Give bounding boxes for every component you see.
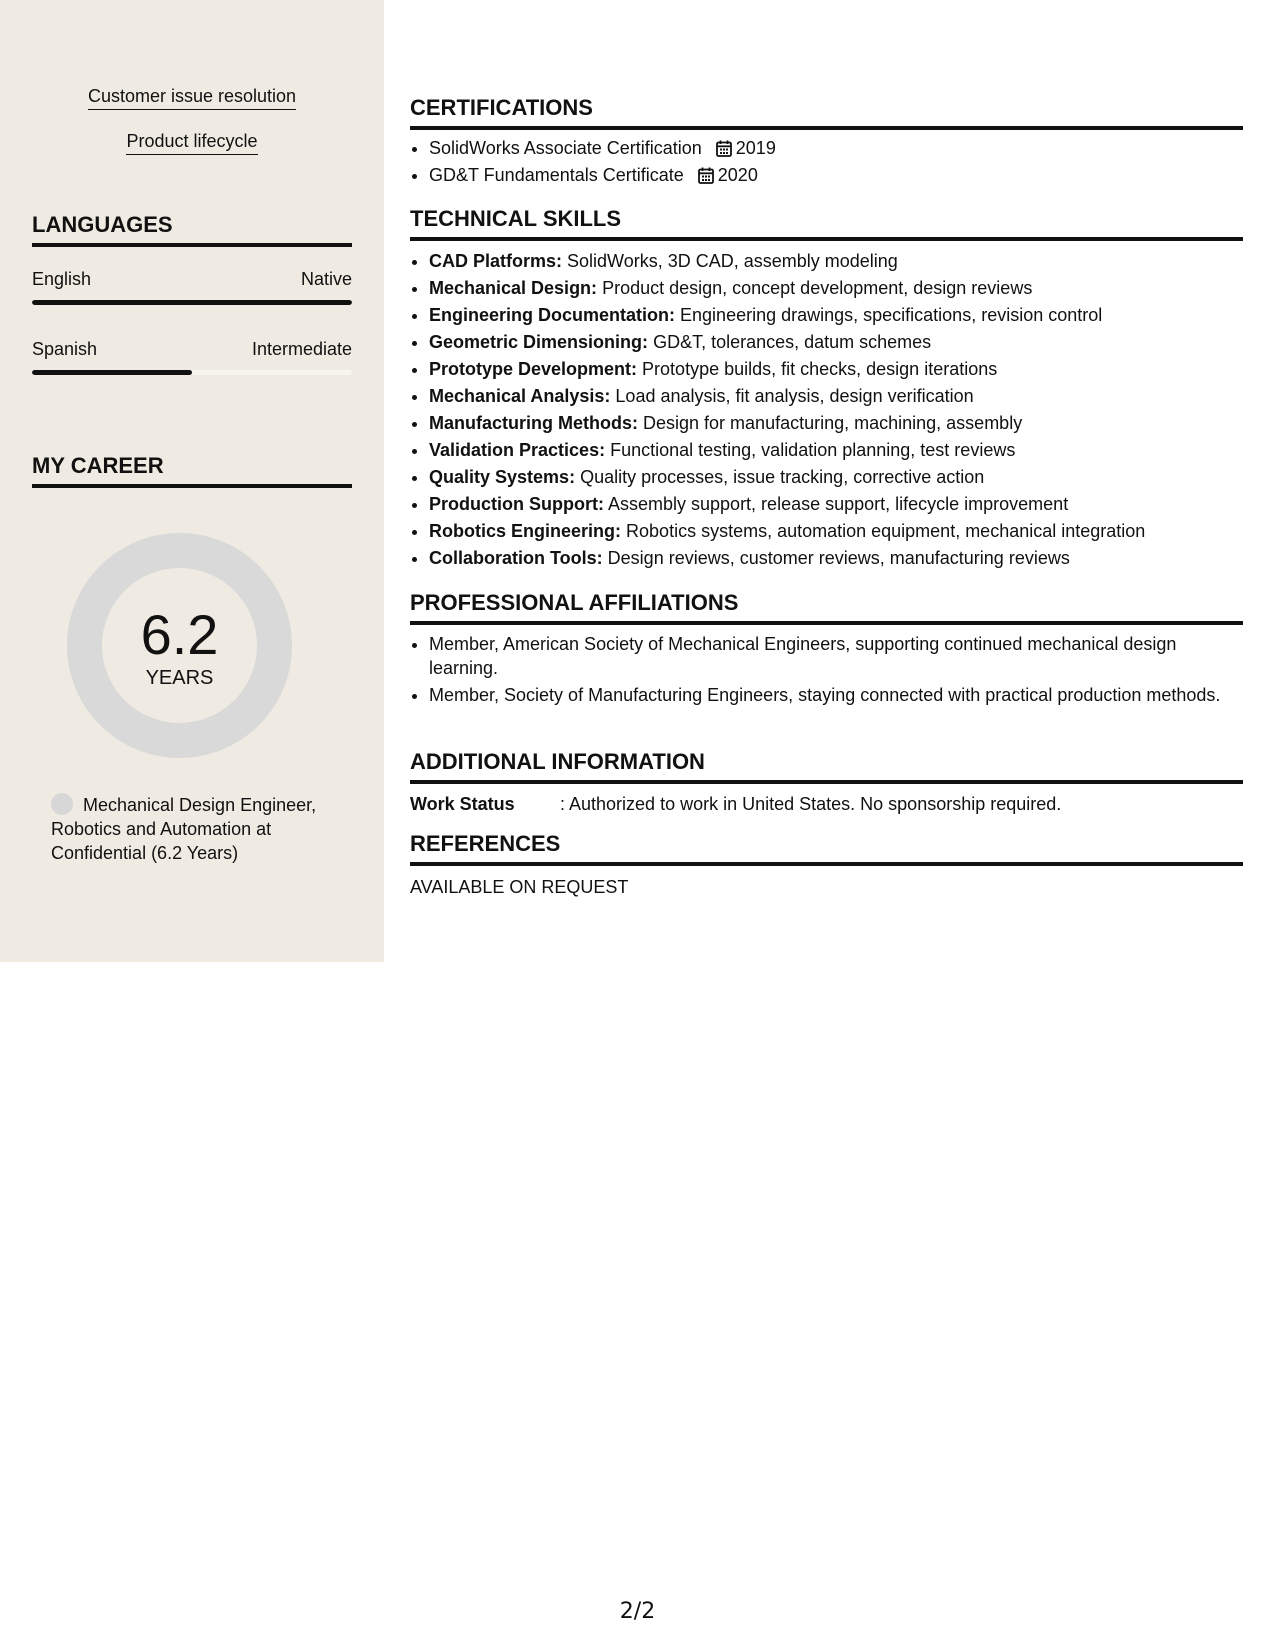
skill-value: Design for manufacturing, machining, assembly <box>643 413 1023 433</box>
skill-label: Robotics Engineering: <box>429 521 622 541</box>
language-level: Intermediate <box>251 339 352 359</box>
skill-label: Prototype Development: <box>429 359 638 379</box>
skill-value: Assembly support, release support, lifecycle improvement <box>608 494 1069 514</box>
languages-heading: LANGUAGES <box>32 211 352 247</box>
certifications-heading: CERTIFICATIONS <box>410 94 1243 130</box>
certification-item <box>429 162 1249 189</box>
certification-item <box>429 135 1249 162</box>
certifications-list <box>410 135 1249 189</box>
strength-link-label: Product lifecycle <box>126 129 257 155</box>
skill-item <box>429 275 1249 302</box>
skill-item <box>429 356 1249 383</box>
career-heading: MY CAREER <box>32 452 352 488</box>
skill-label: Validation Practices: <box>429 440 606 460</box>
work-status-row <box>410 792 1061 816</box>
skill-item <box>429 410 1249 437</box>
skill-item <box>429 302 1249 329</box>
skill-value: SolidWorks, 3D CAD, assembly modeling <box>567 251 898 271</box>
skill-value: Engineering drawings, specifications, revision control <box>680 305 1103 325</box>
skill-label: Quality Systems: <box>429 467 576 487</box>
language-level: Native <box>300 269 352 289</box>
calendar-icon <box>698 167 714 184</box>
skill-item <box>429 545 1249 572</box>
language-proficiency-fill <box>32 370 192 375</box>
career-item-text: Mechanical Design Engineer, Robotics and Automation at Confidential (6.2 Years) <box>51 795 317 863</box>
career-years-value: 6.2 <box>140 603 219 666</box>
skill-label: Geometric Dimensioning: <box>429 332 649 352</box>
skill-value: Load analysis, fit analysis, design verification <box>615 386 974 406</box>
skill-item <box>429 491 1249 518</box>
skill-item <box>429 464 1249 491</box>
skill-value: Prototype builds, fit checks, design iterations <box>642 359 998 379</box>
references-text: AVAILABLE ON REQUEST <box>410 877 629 897</box>
skill-item <box>429 437 1249 464</box>
skill-label: Mechanical Analysis: <box>429 386 611 406</box>
certification-name: GD&T Fundamentals Certificate <box>429 165 684 185</box>
career-years-unit: YEARS <box>145 667 214 689</box>
strength-link-customer-issue-resolution[interactable] <box>0 84 384 110</box>
technical-skills-list <box>410 248 1249 572</box>
language-proficiency-bar-english <box>32 300 352 305</box>
skill-item <box>429 248 1249 275</box>
strength-link-label: Customer issue resolution <box>88 84 296 110</box>
skill-label: CAD Platforms: <box>429 251 563 271</box>
strength-link-product-lifecycle[interactable] <box>0 129 384 155</box>
language-row-english <box>32 267 352 291</box>
skill-label: Collaboration Tools: <box>429 548 603 568</box>
skill-value: Product design, concept development, design reviews <box>602 278 1033 298</box>
skill-label: Mechanical Design: <box>429 278 598 298</box>
skill-label: Manufacturing Methods: <box>429 413 638 433</box>
language-name: Spanish <box>32 339 98 359</box>
language-name: English <box>32 269 92 289</box>
work-status-label: Work Status <box>410 794 515 814</box>
additional-information-heading: ADDITIONAL INFORMATION <box>410 748 1243 784</box>
references-heading: REFERENCES <box>410 830 1243 866</box>
calendar-icon <box>716 140 732 157</box>
skill-label: Production Support: <box>429 494 604 514</box>
skill-item <box>429 518 1249 545</box>
skill-label: Engineering Documentation: <box>429 305 676 325</box>
certification-year: 2020 <box>717 165 758 185</box>
skill-value: Quality processes, issue tracking, corrective action <box>580 467 985 487</box>
affiliations-list <box>410 632 1249 710</box>
affiliations-heading: PROFESSIONAL AFFILIATIONS <box>410 589 1243 625</box>
career-bullet-icon <box>51 793 73 815</box>
affiliation-item: • Member, American Society of Mechanical Engineers, supporting continued mechanical design learning. <box>429 632 1249 680</box>
skill-value: GD&T, tolerances, datum schemes <box>653 332 932 352</box>
sidebar <box>0 0 384 962</box>
language-row-spanish <box>32 337 352 361</box>
skill-item <box>429 329 1249 356</box>
skill-value: Design reviews, customer reviews, manufacturing reviews <box>607 548 1070 568</box>
skill-item <box>429 383 1249 410</box>
skill-value: Functional testing, validation planning, test reviews <box>610 440 1016 460</box>
page-number: 2/2 <box>619 1599 656 1624</box>
career-list-item <box>51 793 343 865</box>
skill-value: Robotics systems, automation equipment, mechanical integration <box>626 521 1146 541</box>
certification-name: SolidWorks Associate Certification <box>429 138 702 158</box>
affiliation-item: • Member, Society of Manufacturing Engineers, staying connected with practical production methods. <box>429 683 1249 707</box>
certification-year: 2019 <box>735 138 776 158</box>
language-proficiency-bar-spanish <box>32 370 352 375</box>
work-status-value: : Authorized to work in United States. No sponsorship required. <box>560 794 1062 814</box>
technical-skills-heading: TECHNICAL SKILLS <box>410 205 1243 241</box>
language-proficiency-fill <box>32 300 352 305</box>
